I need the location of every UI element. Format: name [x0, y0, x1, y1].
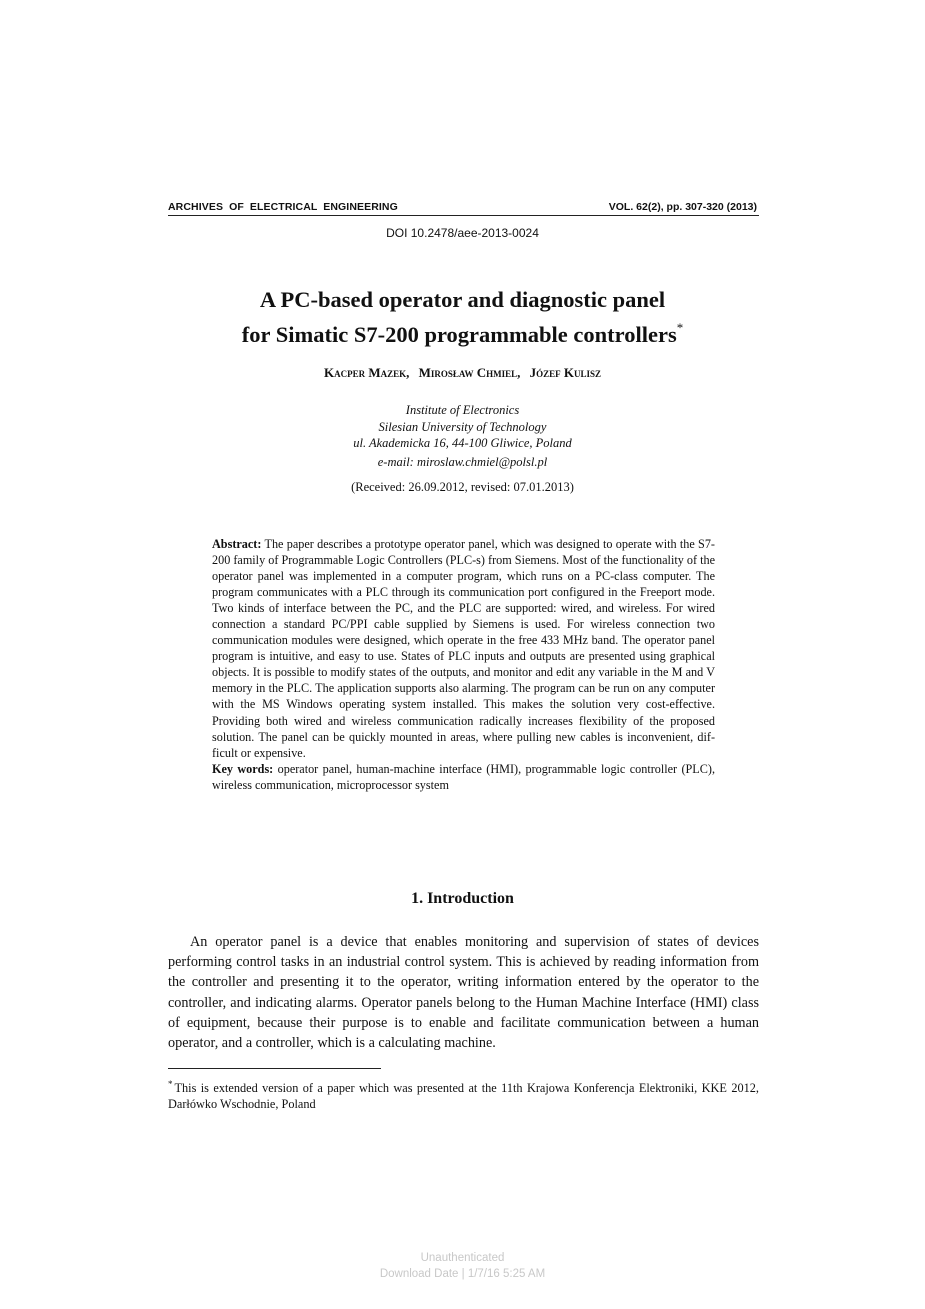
- author-2: Mirosław Chmiel,: [418, 365, 521, 380]
- header-divider: [168, 215, 759, 216]
- received-dates: (Received: 26.09.2012, revised: 07.01.2013): [351, 480, 574, 494]
- affiliation-address: ul. Akademicka 16, 44-100 Gliwice, Poland: [353, 436, 572, 450]
- footnote: [168, 1077, 759, 1112]
- footnote-divider: [168, 1068, 381, 1069]
- title-line-2-text: for Simatic S7-200 programmable controllers: [241, 322, 677, 347]
- paper-title: [0, 286, 925, 349]
- affiliation-email: e-mail: miroslaw.chmiel@polsl.pl: [377, 454, 548, 469]
- footnote-text: This is extended version of a paper which was presented at the 11th Krajowa Konferencja Elektroniki, KKE 2012, Darłówko Wschodnie, Poland: [168, 1081, 759, 1111]
- journal-name: ARCHIVES OF ELECTRICAL ENGINEERING: [168, 201, 398, 213]
- author-1: Kacper Mazek,: [324, 365, 410, 380]
- affiliation-university: Silesian University of Technology: [378, 419, 547, 434]
- volume-info: VOL. 62(2), pp. 307-320 (2013): [608, 201, 757, 213]
- intro-paragraph: An operator panel is a device that enables monitoring and supervision of states of devices performing control tasks in an industrial control system. This is achieved by reading information from the controller and presenting it to the operator, writing information entered by the operator to the controller, and indicating alarms. Operator panels belong to the Human Machine Interface (HMI) class of equipment, because their purpose is to enable and facilitate communication between a human operator, and a controller, which is a calculating machine.: [168, 934, 759, 1052]
- watermark-line-2: Download Date | 1/7/16 5:25 AM: [379, 1268, 546, 1280]
- title-line-1: A PC-based operator and diagnostic panel: [259, 287, 666, 312]
- keywords-label: Key words:: [212, 761, 274, 776]
- affiliation-institute: Institute of Electronics: [405, 403, 520, 417]
- title-line-2: [0, 314, 925, 349]
- title-footnote-mark: *: [676, 320, 684, 335]
- keywords-paragraph: [212, 761, 715, 793]
- author-3: Józef Kulisz: [529, 365, 601, 380]
- abstract-text: The paper describes a prototype operator panel, which was designed to operate with the S7-200 family of Programmable Logic Controllers (PLC-s) from Siemens. Most of the functionality of the operator panel was implemented in a computer program, which runs on a PC-class computer. The program communicates with a PLC through its communication port configured in the Freeport mode. Two kinds of interface between the PC, and the PLC are supported: wired, and wireless. For wired connection a standard PC/PPI cable supplied by Siemens is used. For wireless connection two communication modules were designed, which operate in the free 433 MHz band. The operator panel program is intuitive, and easy to use. States of PLC inputs and outputs are presented using graphical objects. It is possible to modify states of the outputs, and monitor and edit any variable in the M and V memory in the PLC. The application supports also alarming. The program can be run on any computer with the MS Windows operating system installed. This makes the solution very cost-effective. Providing both wired and wireless communication radically increases flexibility of the proposed solution. The panel can be quickly mounted in areas, where pulling new cables is inconvenient, difficult or expensive.: [212, 537, 715, 760]
- doi: DOI 10.2478/aee-2013-0024: [386, 226, 539, 240]
- affiliation: [0, 402, 925, 470]
- footnote-mark: *: [168, 1079, 173, 1089]
- author-list: [0, 365, 925, 381]
- abstract-paragraph: [212, 536, 715, 761]
- abstract: [212, 536, 715, 793]
- abstract-label: Abstract:: [212, 537, 262, 551]
- section-heading: 1. Introduction: [411, 890, 514, 907]
- watermark-line-1: Unauthenticated: [420, 1252, 505, 1264]
- keywords-text: operator panel, human-machine interface (HMI), programmable logic controller (PLC), wireless communication, microprocessor system: [212, 761, 715, 792]
